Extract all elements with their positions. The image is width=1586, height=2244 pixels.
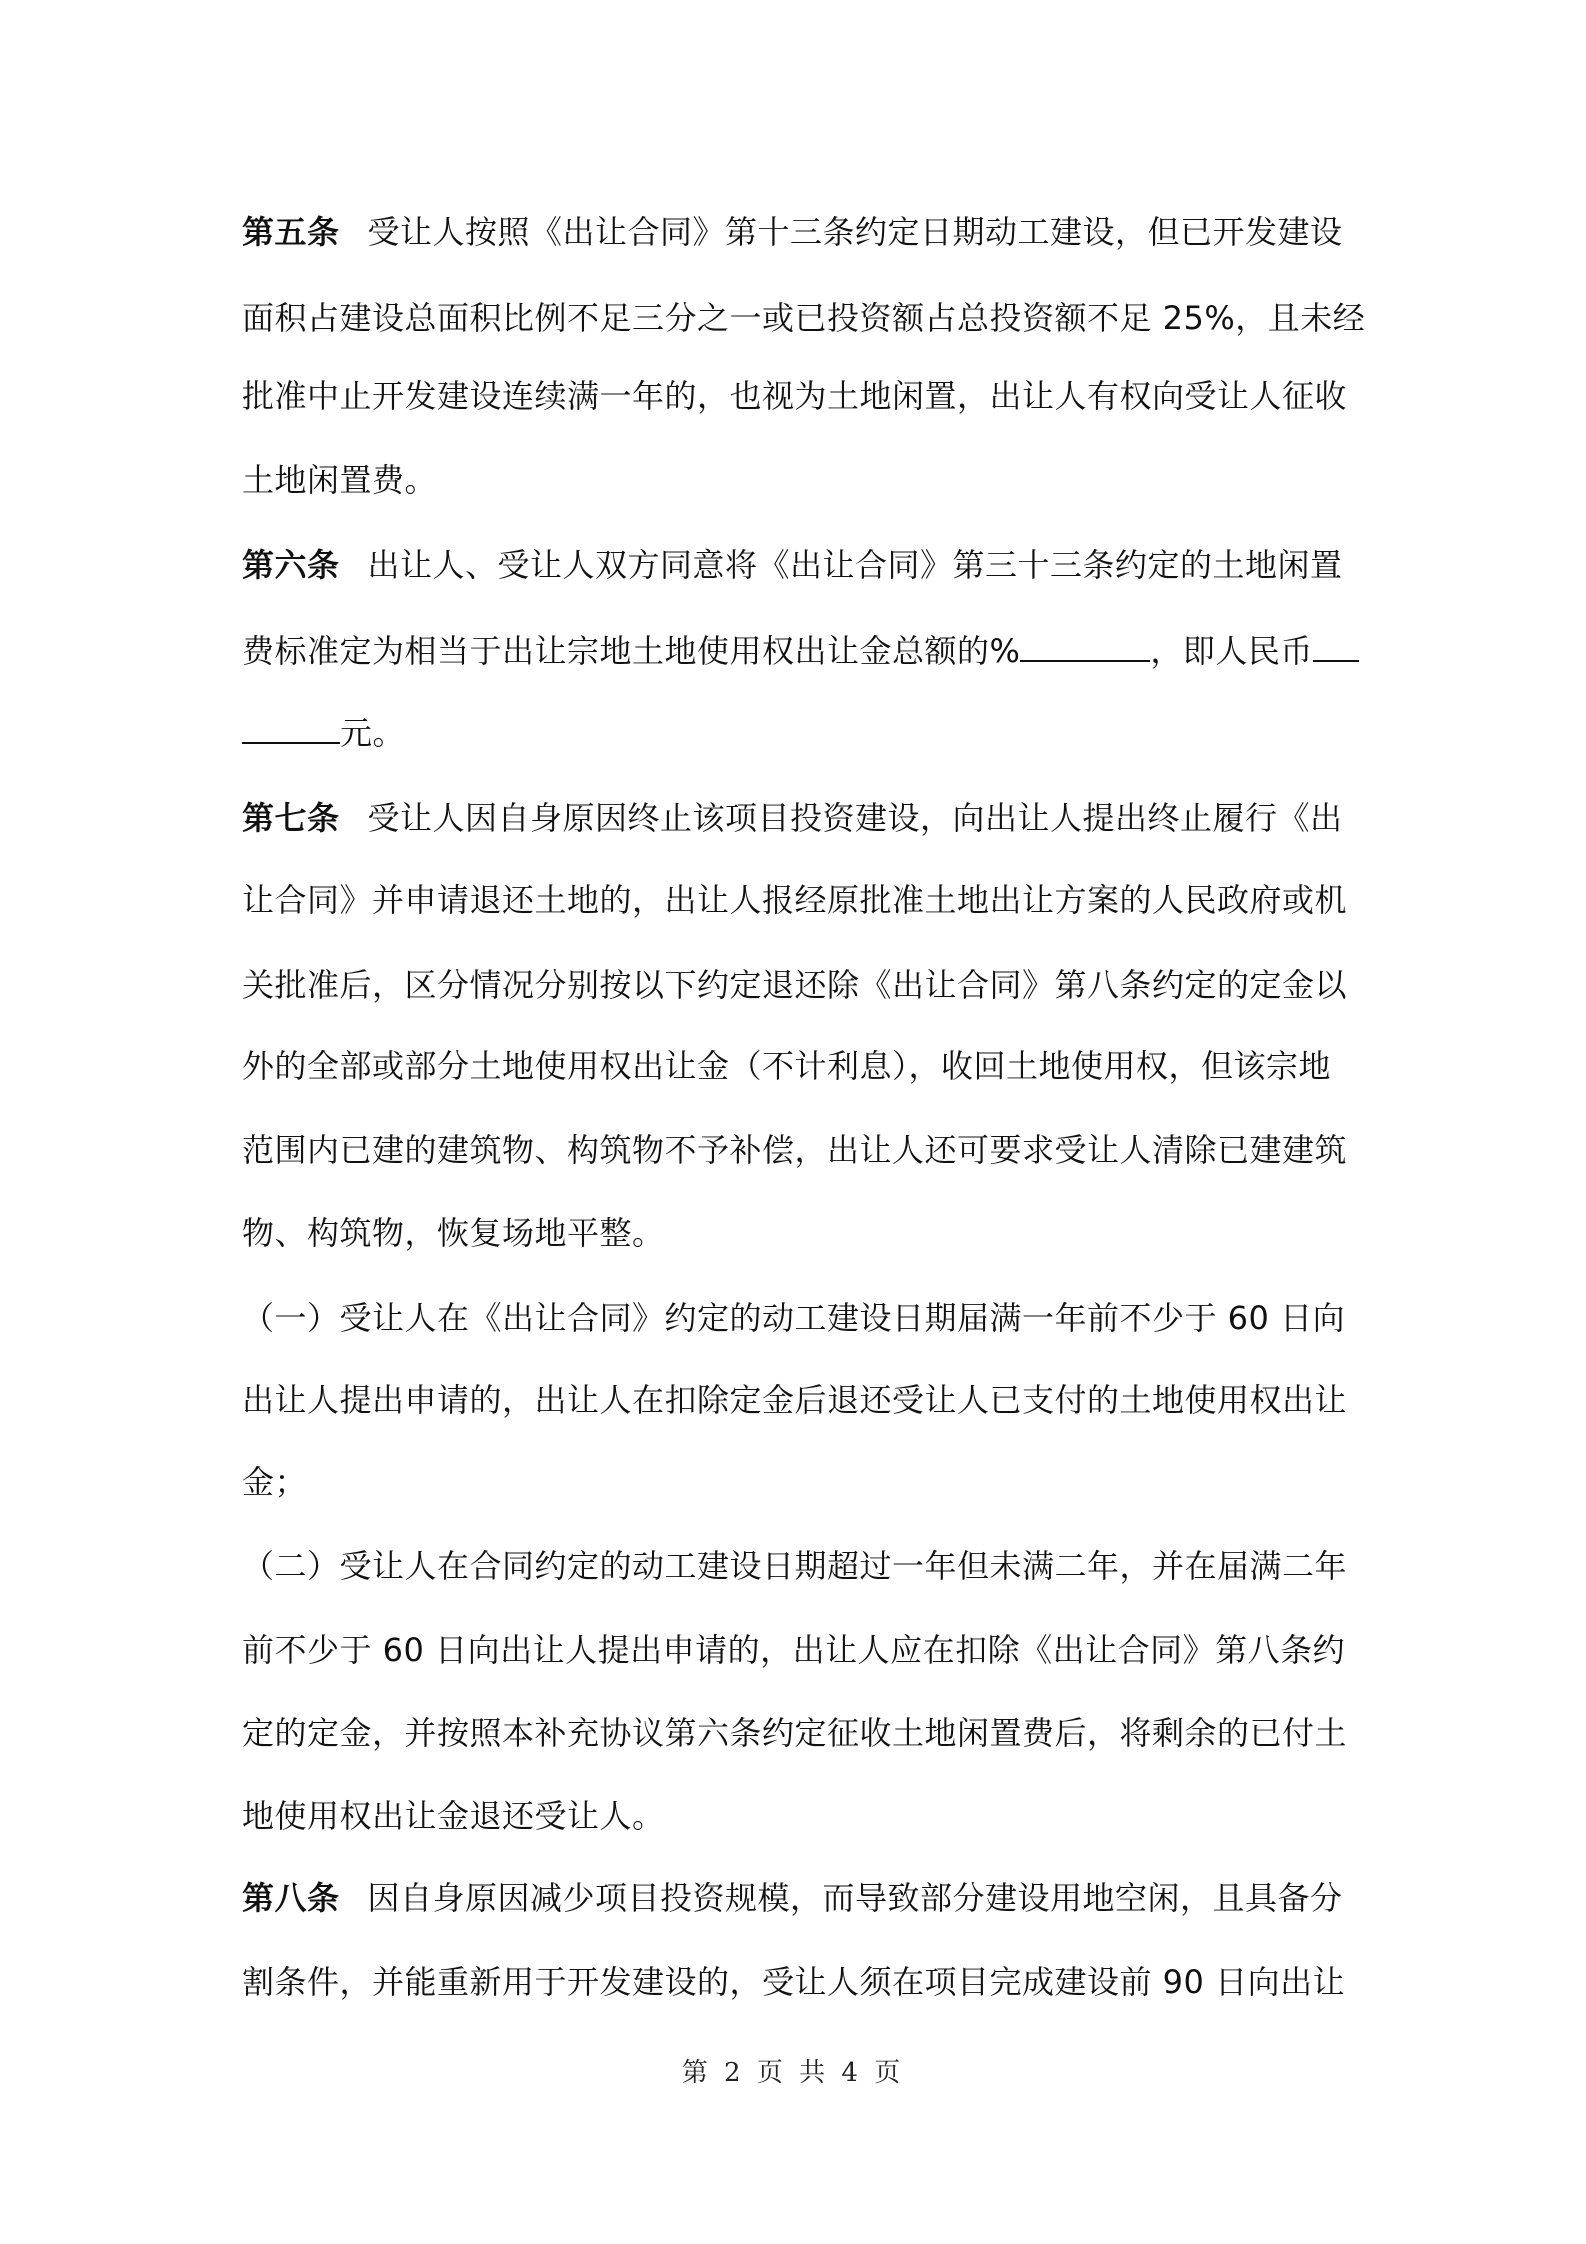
- article5-line-4: 土地闲置费。: [242, 461, 438, 499]
- article8-line-1: [242, 1878, 1343, 1918]
- item2-line-1: （二）受让人在合同约定的动工建设日期超过一年但未满二年，并在届满二年: [242, 1547, 1348, 1585]
- article6-label: 第六条: [242, 546, 340, 584]
- item2-line-3: 定的定金，并按照本补充协议第六条约定征收土地闲置费后，将剩余的已付土: [242, 1714, 1348, 1752]
- article5-line-1: [242, 212, 1343, 252]
- article7-line-4: 外的全部或部分土地使用权出让金（不计利息），收回土地使用权，但该宗地: [242, 1047, 1332, 1085]
- article6-line-2: [242, 630, 1359, 671]
- article7-text: 受让人因自身原因终止该项目投资建设，向出让人提出终止履行《出: [367, 799, 1343, 837]
- article7-line-6: 物、构筑物，恢复场地平整。: [242, 1214, 665, 1252]
- article8-text: 因自身原因减少项目投资规模，而导致部分建设用地空闲，且具备分: [367, 1879, 1343, 1917]
- page-footer: 第 2 页 共 4 页: [681, 2058, 905, 2088]
- item1-line-2: 出让人提出申请的，出让人在扣除定金后退还受让人已支付的土地使用权出让: [242, 1381, 1348, 1419]
- article6-line-3: [242, 712, 405, 753]
- article5-text: 受让人按照《出让合同》第十三条约定日期动工建设，但已开发建设: [367, 213, 1343, 251]
- article6-text: 出让人、受让人双方同意将《出让合同》第三十三条约定的土地闲置: [367, 546, 1343, 584]
- item2-line-2: 前不少于 60 日向出让人提出申请的，出让人应在扣除《出让合同》第八条约: [242, 1631, 1346, 1669]
- article5-label: 第五条: [242, 213, 340, 251]
- item1-line-3: 金；: [242, 1463, 308, 1501]
- article6-yuan: 元。: [340, 714, 406, 752]
- article5-line-3: 批准中止开发建设连续满一年的，也视为土地闲置，出让人有权向受让人征收: [242, 377, 1348, 415]
- article6-amount-text: ，即人民币: [1150, 632, 1313, 670]
- article6-line-1: [242, 545, 1343, 585]
- article7-line-3: 关批准后，区分情况分别按以下约定退还除《出让合同》第八条约定的定金以: [242, 966, 1348, 1004]
- amount-blank-end[interactable]: [242, 712, 340, 744]
- article8-line-2: 割条件，并能重新用于开发建设的，受让人须在项目完成建设前 90 日向出让: [242, 1963, 1346, 2001]
- item1-line-1: （一）受让人在《出让合同》约定的动工建设日期届满一年前不少于 60 日向: [242, 1299, 1346, 1337]
- rate-blank[interactable]: [1020, 630, 1150, 662]
- article7-line-1: [242, 798, 1343, 838]
- article8-label: 第八条: [242, 1879, 340, 1917]
- article5-line-2: 面积占建设总面积比例不足三分之一或已投资额占总投资额不足 25%，且未经: [242, 299, 1366, 337]
- item2-line-4: 地使用权出让金退还受让人。: [242, 1797, 665, 1835]
- article7-label: 第七条: [242, 799, 340, 837]
- article7-line-2: 让合同》并申请退还土地的，出让人报经原批准土地出让方案的人民政府或机: [242, 881, 1348, 919]
- article7-line-5: 范围内已建的建筑物、构筑物不予补偿，出让人还可要求受让人清除已建建筑: [242, 1131, 1348, 1169]
- article6-rate-text: 费标准定为相当于出让宗地土地使用权出让金总额的%: [242, 632, 1021, 670]
- amount-blank-start[interactable]: [1313, 630, 1359, 662]
